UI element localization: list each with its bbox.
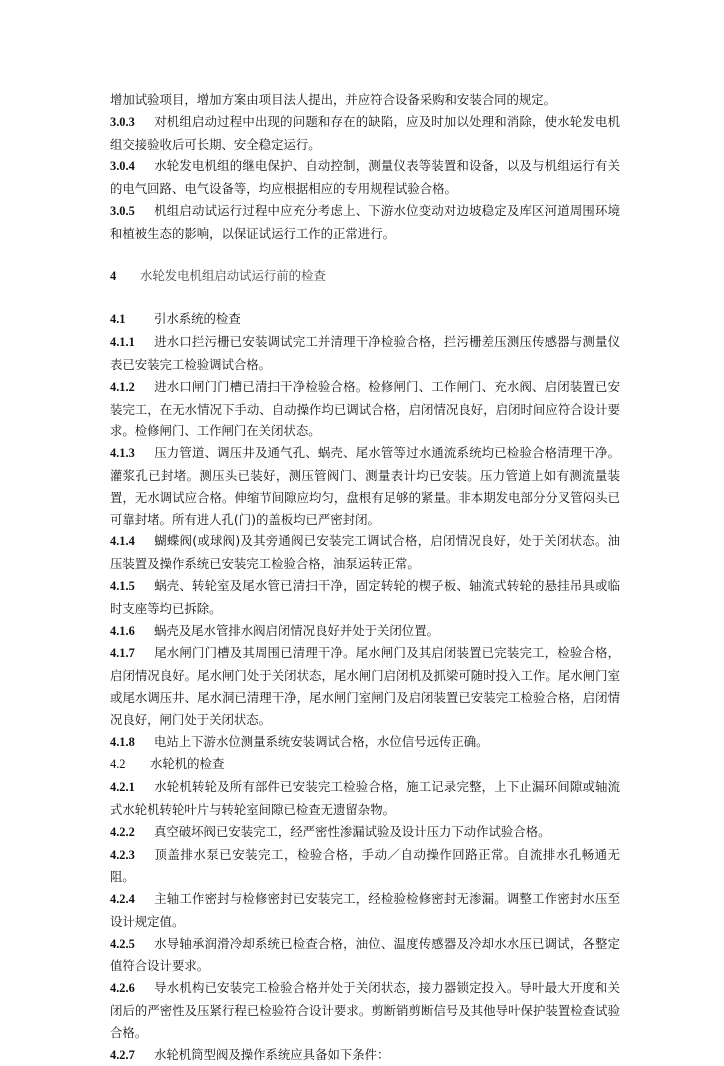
chapter-number: 4 xyxy=(110,268,117,283)
clause-3-0-4 xyxy=(110,155,620,200)
clause-4-1-7 xyxy=(110,642,620,730)
clause-4-1-2 xyxy=(110,376,620,442)
clause-4-2-3 xyxy=(110,844,620,889)
clause-number: 4.1.3 xyxy=(110,446,135,461)
clause-4-2-5 xyxy=(110,933,620,978)
clause-number: 4.2.3 xyxy=(110,847,135,862)
clause-text: 顶盖排水泵已安装完工，检验合格，手动／自动操作回路正常。自流排水孔畅通无阻。 xyxy=(110,846,620,885)
clause-4-2-1 xyxy=(110,776,620,821)
clause-4-2-4 xyxy=(110,888,620,933)
clause-number: 4.1.7 xyxy=(110,646,135,661)
clause-number: 4.1.6 xyxy=(110,623,135,638)
clause-number: 3.0.5 xyxy=(110,203,135,218)
clause-text: 水轮发电机组的继电保护、自动控制，测量仪表等装置和设备，以及与机组运行有关的电气回路、电气设备等，均应根据相应的专用规程试验合格。 xyxy=(110,158,620,197)
clause-4-1-3 xyxy=(110,442,620,530)
clause-number: 3.0.4 xyxy=(110,159,135,174)
clause-text: 导水机构已安装完工检验合格并处于关闭状态，接力器锁定投入。导叶最大开度和关闭后的严密性及压紧行程已检验符合设计要求。剪断销剪断信号及其他导叶保护装置检查试验合格。 xyxy=(110,980,620,1040)
clause-number: 4.2.5 xyxy=(110,936,135,951)
section-4-2-items xyxy=(110,776,620,1066)
clause-number: 4.1.8 xyxy=(110,734,135,749)
clause-number: 4.2.6 xyxy=(110,981,135,996)
clause-number: 4.2.4 xyxy=(110,892,135,907)
clause-text: 对机组启动过程中出现的问题和存在的缺陷，应及时加以处理和消除，使水轮发电机组交接验收后可长期、安全稳定运行。 xyxy=(110,113,620,152)
clause-4-1-4 xyxy=(110,530,620,575)
clause-number: 4.2.1 xyxy=(110,780,135,795)
clause-number: 3.0.3 xyxy=(110,114,135,129)
clause-number: 4.1.4 xyxy=(110,534,135,549)
clause-3-0-3 xyxy=(110,111,620,156)
clause-text: 蜗壳及尾水管排水阀启闭情况良好并处于关闭位置。 xyxy=(154,622,439,638)
section-4-1-items xyxy=(110,331,620,753)
clause-text: 主轴工作密封与检修密封已安装完工，经检验检修密封无渗漏。调整工作密封水压至设计规定值。 xyxy=(110,891,620,929)
clause-text: 水导轴承润滑冷却系统已检查合格，油位、温度传感器及冷却水水压已调试，各整定值符合设计要求。 xyxy=(110,935,620,974)
clause-number: 4.1.2 xyxy=(110,379,135,394)
clause-text: 蜗壳、转轮室及尾水管已清扫干净，固定转轮的楔子板、轴流式转轮的悬挂吊具或临时支座等均已拆除。 xyxy=(110,577,620,616)
clause-4-2-7 xyxy=(110,1044,620,1066)
clause-number: 4.2.2 xyxy=(110,824,135,839)
clause-text: 水轮机转轮及所有部件已安装完工检验合格，施工记录完整，上下止漏环间隙或轴流式水轮机转轮叶片与转轮室间隙已检查无遗留杂物。 xyxy=(110,779,620,817)
section-title: 水轮机的检查 xyxy=(150,756,225,772)
clause-text: 真空破坏阀已安装完工，经严密性渗漏试验及设计压力下动作试验合格。 xyxy=(154,823,551,839)
clause-text: 进水口拦污栅已安装调试完工并清理干净检验合格，拦污栅差压测压传感器与测量仪表已安装完工检验调试合格。 xyxy=(110,334,620,372)
section-number: 4.1 xyxy=(110,312,126,327)
clause-number: 4.1.1 xyxy=(110,335,135,350)
section-title: 引水系统的检查 xyxy=(154,311,241,327)
clause-4-1-1 xyxy=(110,331,620,376)
clause-3-0-5 xyxy=(110,200,620,245)
clause-4-1-5 xyxy=(110,575,620,620)
clause-number: 4.1.5 xyxy=(110,578,135,593)
paragraph-continuation xyxy=(110,89,620,111)
clause-text: 压力管道、调压井及通气孔、蜗壳、尾水管等过水通流系统均已检验合格清理干净。灌浆孔已封堵。测压头已装好，测压管阀门、测量表计均已安装。压力管道上如有测流量装置，无水调试应合格。伸缩节间隙应均匀，盘根有足够的紧量。非本期发电部分分叉管闷头已可靠封堵。所有进人孔(门)的盖板均已严密封闭。 xyxy=(110,445,620,527)
clause-number: 4.2.7 xyxy=(110,1047,135,1062)
clause-4-1-6 xyxy=(110,620,620,643)
clause-text: 蝴蝶阀(或球阀)及其旁通阀已安装完工调试合格，启闭情况良好，处于关闭状态。油压装置及操作系统已安装完工检验合格，油泵运转正常。 xyxy=(110,533,620,572)
section-heading-4-2 xyxy=(110,753,620,776)
chapter-title: 水轮发电机组启动试运行前的检查 xyxy=(140,267,326,283)
chapter-heading xyxy=(110,265,620,288)
clause-text: 机组启动试运行过程中应充分考虑上、下游水位变动对边坡稳定及库区河道周围环境和植被生态的影响，以保证试运行工作的正常进行。 xyxy=(110,202,620,241)
paragraph-text: 增加试验项目，增加方案由项目法人提出，并应符合设备采购和安装合同的规定。 xyxy=(110,92,557,107)
clause-4-2-2 xyxy=(110,821,620,844)
clause-4-2-6 xyxy=(110,977,620,1043)
section-heading-4-1 xyxy=(110,308,620,331)
clause-text: 电站上下游水位测量系统安装调试合格，水位信号远传正确。 xyxy=(154,733,489,749)
clause-text: 尾水闸门门槽及其周围已清理干净。尾水闸门及其启闭装置已完装完工，检验合格，启闭情况良好。尾水闸门处于关闭状态，尾水闸门启闭机及抓梁可随时投入工作。尾水闸门室或尾水调压井、尾水洞已清理干净，尾水闸门室闸门及启闭装置已安装完工检验合格，启闭情况良好，闸门处于关闭状态。 xyxy=(110,645,620,727)
clause-4-1-8 xyxy=(110,731,620,754)
section-number: 4.2 xyxy=(110,757,126,772)
clause-text: 水轮机筒型阀及操作系统应具备如下条件： xyxy=(154,1046,390,1062)
clause-text: 进水口闸门门槽已清扫干净检验合格。检修闸门、工作闸门、充水阀、启闭装置已安装完工，在无水情况下手动、自动操作均已调试合格，启闭情况良好，启闭时间应符合设计要求。检修闸门、工作闸门在关闭状态。 xyxy=(110,378,620,439)
